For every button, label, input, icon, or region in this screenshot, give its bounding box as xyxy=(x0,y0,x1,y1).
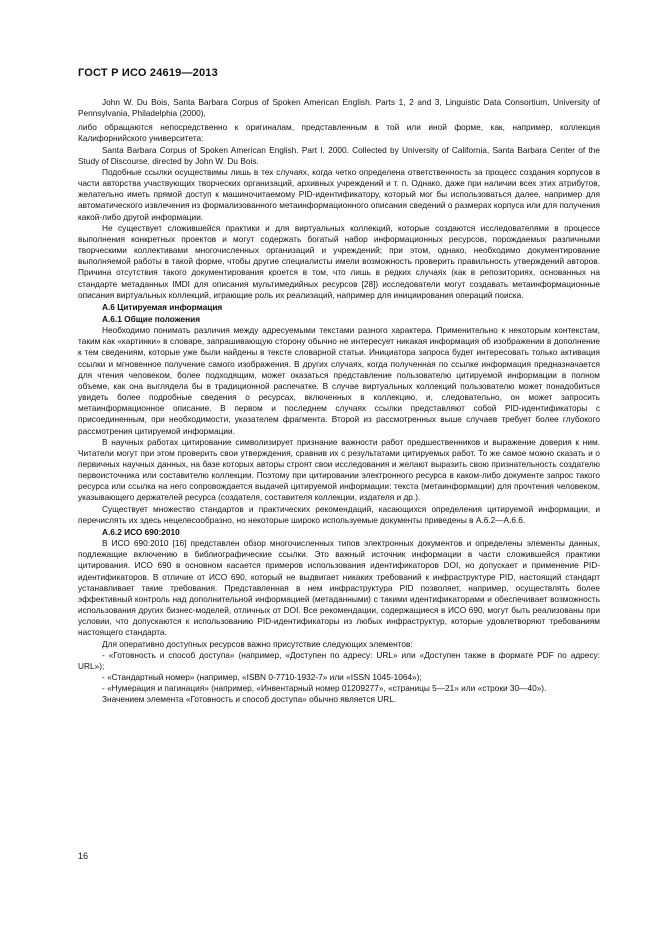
paragraph-addressed-texts: Необходимо понимать различия между адресуемыми текстами разного характера. Применительно к некоторым контекстам, таким как «картинки» в словаре, запрашивающую сторону обычно не интересует никакая информация об изображении в дополнение к тем сведениям, которые уже были найдены в тексте словарной статьи. Инициатора запроса будет интересовать только активация ссылки и мгновенное получение самого изображения. В других случаях, когда полученная по ссылке информация предназначается для чтения человеком, более подходящим, может оказаться представление пользователю цитируемой информации в полном объеме, как она выглядела бы в традиционной распечатке. В случае виртуальных коллекций пользователю может понадобиться увидеть более подробные сведения о ресурсах, включенных в коллекцию, и, следовательно, он может запросить метаинформационное описание. В первом и последнем случаях ссылки представляют собой PID-идентификаторы с присоединенным, при необходимости, указателем фрагмента. Второй из рассмотренных выше случаев требует более глубокого рассмотрения цитируемой информации. xyxy=(78,325,600,436)
paragraph-online-elements: Для оперативно доступных ресурсов важно присутствие следующих элементов: xyxy=(102,638,413,649)
paragraph-virtual-collections: Не существует сложившейся практики и для виртуальных коллекций, которые создаются исследователями в процессе выполнения конкретных проектов и могут содержать богатый набор информационных ресурсов, порождаемых различными творческими коллективами многочисленных организаций и учреждений; при этом, однако, необходимо документирование выполняемой работы в такой форме, чтобы другие специалисты имели возможность проверить правильность утверждений авторов. Причина отсутствия такого документирования кроется в том, что лишь в редких случаях (как в репозиториях, основанных на стандарте метаданных IMDI для описания мультимедийных ресурсов [28]) исследователи могут создавать метаинформационные описания виртуальных коллекций, играющие роль их реализаций, например для инициирования операций поиска. xyxy=(78,222,600,300)
paragraph-url-value: Значением элемента «Готовность и способ доступа» обычно является URL. xyxy=(102,694,397,705)
standard-header: ГОСТ Р ИСО 24619—2013 xyxy=(78,67,218,79)
paragraph-reference-2: Santa Barbara Corpus of Spoken American English. Part I. 2000. Collected by University of California, Santa Barbara Center of the Study of Discourse, directed by John W. Du Bois. xyxy=(78,144,600,166)
list-item-standard-number: - «Стандартный номер» (например, «ISBN 0-7710-1932-7» или «ISSN 1045-1064»); xyxy=(102,671,422,682)
paragraph-scientific-citation: В научных работах цитирование символизирует признание важности работ предшественников и выражение доверия к ним. Читатели могут при этом проверить свои утверждения, сравнив их с результатами цитируемых работ. То же самое можно сказать и о первичных научных данных, на базе которых авторы строят свои исследования и желают выразить свою признательность создателю первоисточника или составителю коллекции. Поэтому при цитировании электронного ресурса в каком-либо документе запрос такого ресурса или ссылка на него сопровождается выдачей цитируемой информации: текста (метаинформации) для прочтения человеком, указывающего держателей ресурса (создателя, составителя коллекции, издателя и др.). xyxy=(78,436,600,503)
page-number: 16 xyxy=(78,851,89,861)
list-item-availability: - «Готовность и способ доступа» (например, «Доступен по адресу: URL» или «Доступен также в формате PDF по адресу: URL»); xyxy=(78,649,600,671)
list-item-numbering: - «Нумерация и пагинация» (например, «Инвентарный номер 01209277», «страницы 5—21» или «строки 30—40»). xyxy=(102,683,547,694)
section-heading-a6-1: A.6.1 Общие положения xyxy=(102,313,201,324)
paragraph-intro-california: либо обращаются непосредственно к оригиналам, представленным в той или иной форме, как, например, коллекция Калифорнийского университета: xyxy=(78,122,600,144)
document-body xyxy=(78,97,600,705)
paragraph-reference-1: John W. Du Bois, Santa Barbara Corpus of Spoken American English. Parts 1, 2 and 3, Linguistic Data Consortium, University of Pennsylvania, Philadelphia (2000), xyxy=(78,97,600,119)
paragraph-standards-list: Существует множество стандартов и практических рекомендаций, касающихся определения цитируемой информации, и перечислять их здесь нецелесообразно, но некоторые широко используемые документы приведены в A.6.2—A.6.6. xyxy=(78,503,600,525)
section-heading-a6-2: A.6.2 ИСО 690:2010 xyxy=(102,526,180,537)
section-heading-a6: A.6 Цитируемая информация xyxy=(102,301,223,312)
paragraph-iso-690: В ИСО 690:2010 [16] представлен обзор многочисленных типов электронных документов и определены элементы данных, подлежащие включению в библиографические ссылки. Это важный источник информации в части сложившейся практики цитирования. ИСО 690 в основном касается примеров использования идентификаторов DOI, но допускает и применение PID-идентификаторов. В отличие от ИСО 690, который не выдвигает никаких требований к инфраструктуре PID, настоящий стандарт устанавливает такие требования. Представленная в нем инфраструктура PID позволяет, например, осуществлять более эффективный контроль над дополнительной информацией (метаданными) с такими идентификаторами и обеспечивает возможность использования других бизнес-моделей, отличных от DOI. Все рекомендации, содержащиеся в ИСО 690, могут быть реализованы при условии, что допускаются к использованию PID-идентификаторы из любых инфраструктур, которые удовлетворяют требованиям настоящего стандарта. xyxy=(78,538,600,638)
paragraph-citation-conditions: Подобные ссылки осуществимы лишь в тех случаях, когда четко определена ответственность за процесс создания корпусов в части авторства участвующих творческих организаций, архивных учреждений и т. п. Однако, даже при наличии всех этих атрибутов, желательно иметь прямой доступ к машиночитаемому PID-идентификатору, который мог бы использоваться далее, например для автоматического извлечения из формализованного метаинформационного описания сведений о размерах корпуса или для получения какой-либо другой информации. xyxy=(78,166,600,222)
